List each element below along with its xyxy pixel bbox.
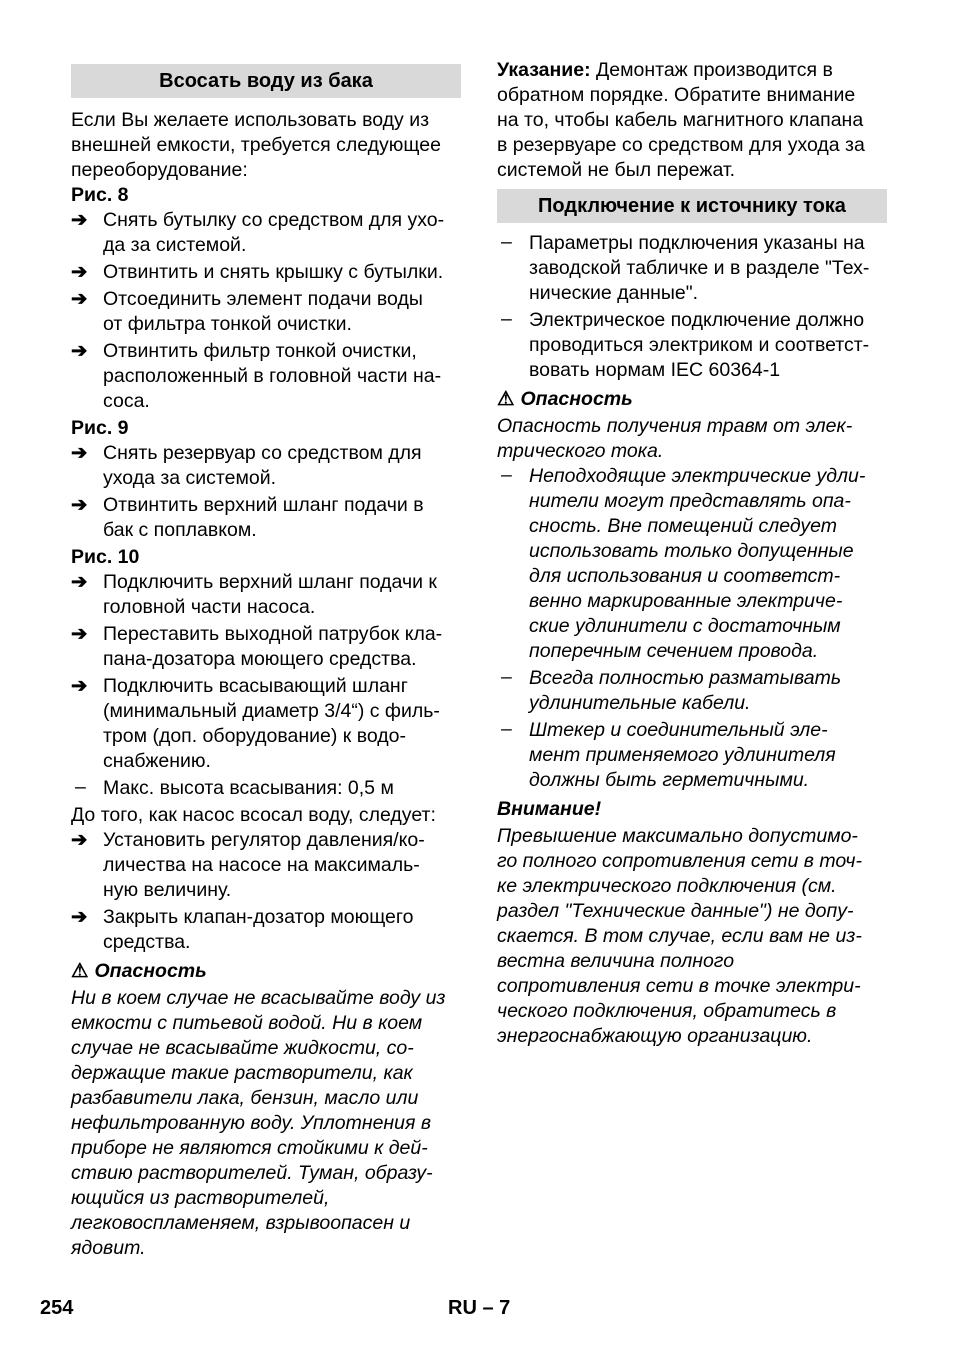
language-page-label: RU – 7 <box>448 1297 511 1319</box>
arrow-right-icon: ➔ <box>71 442 88 464</box>
list-item <box>71 493 461 543</box>
dash-list <box>497 231 887 383</box>
text-line: Закрыть клапан-дозатор моющего <box>103 906 414 928</box>
danger-heading <box>497 387 887 412</box>
text-line: трического тока. <box>497 440 664 462</box>
text-line: от фильтра тонкой очистки. <box>103 313 352 335</box>
dash-bullet: – <box>501 231 512 253</box>
list-item <box>71 570 461 620</box>
note-label: Указание: <box>497 59 591 81</box>
dash-bullet: – <box>501 464 512 486</box>
text-line: Всегда полностью разматывать <box>529 667 842 689</box>
text-line: энергоснабжающую организацию. <box>497 1025 813 1047</box>
text-line: Снять бутылку со средством для ухо- <box>103 209 445 231</box>
text-line: снабжению. <box>103 750 211 772</box>
text-line: соса. <box>103 390 150 412</box>
arrow-right-icon: ➔ <box>71 494 88 516</box>
caution-paragraph <box>497 824 887 1049</box>
text-line: сопротивления сети в точке электри- <box>497 975 861 997</box>
text-line: ядовит. <box>71 1237 146 1259</box>
text-line: Отсоединить элемент подачи воды <box>103 288 423 310</box>
intro-paragraph <box>71 108 461 183</box>
text-line: удлинительные кабели. <box>529 692 751 714</box>
text-line: Переставить выходной патрубок кла- <box>103 623 443 645</box>
text-line: случае не всасывайте жидкости, со- <box>71 1037 414 1059</box>
note-first-line: Демонтаж производится в <box>590 59 833 81</box>
text-line: держащие такие растворители, как <box>71 1062 413 1084</box>
danger-heading <box>71 959 461 984</box>
dash-bullet: – <box>501 666 512 688</box>
dash-bullet: – <box>501 308 512 330</box>
text-line: Подключить всасывающий шланг <box>103 675 408 697</box>
text-line: мент применяемого удлинителя <box>529 744 836 766</box>
step-list <box>71 828 461 955</box>
arrow-right-icon: ➔ <box>71 675 88 697</box>
text-line: ческого подключения, обратитесь в <box>497 1000 837 1022</box>
danger-title: Опасность <box>94 960 207 982</box>
text-line: проводиться электриком и соответст- <box>529 334 870 356</box>
figure-label: Рис. 9 <box>71 417 129 439</box>
text-line: Отвинтить верхний шланг подачи в <box>103 494 424 516</box>
step-list <box>71 441 461 543</box>
text-line: нефильтрованную воду. Уплотнения в <box>71 1112 432 1134</box>
text-line: ухода за системой. <box>103 467 277 489</box>
text-line: головной части насоса. <box>103 596 316 618</box>
text-line: на то, чтобы кабель магнитного клапана <box>497 109 864 131</box>
text-line: Если Вы желаете использовать воду из <box>71 109 430 131</box>
text-line: нители могут представлять опа- <box>529 490 851 512</box>
text-line: Ни в коем случае не всасывайте воду из <box>71 987 446 1009</box>
dash-item <box>71 776 461 801</box>
text-line: скается. В том случае, если вам не из- <box>497 925 862 947</box>
left-column <box>71 58 461 1261</box>
text-line: тром (доп. оборудование) к водо- <box>103 725 406 747</box>
list-item <box>71 828 461 903</box>
text-line: разбавители лака, бензин, масло или <box>71 1087 419 1109</box>
text-line: приборе не являются стойкими к дей- <box>71 1137 428 1159</box>
text-line: Подключить верхний шланг подачи к <box>103 571 437 593</box>
step-list <box>71 208 461 414</box>
danger-paragraph <box>71 986 461 1261</box>
text-line: Параметры подключения указаны на <box>529 232 865 254</box>
text-line: Отвинтить фильтр тонкой очистки, <box>103 340 417 362</box>
section-heading-suction: Всосать воду из бака <box>71 64 461 98</box>
text-line: системой не был пережат. <box>497 159 736 181</box>
list-item <box>71 674 461 774</box>
warning-triangle-icon: ⚠ <box>497 388 515 410</box>
text-line: (минимальный диаметр 3/4“) с филь- <box>103 700 440 722</box>
text-line: Снять резервуар со средством для <box>103 442 422 464</box>
text-line: нические данные". <box>529 282 699 304</box>
dash-bullet: – <box>75 776 86 798</box>
text-line: Превышение максимально допустимо- <box>497 825 858 847</box>
list-item <box>71 260 461 285</box>
text-line: пана-дозатора моющего средства. <box>103 648 417 670</box>
text-line: ке электрического подключения (см. <box>497 875 837 897</box>
text-line: ские удлинители с достаточным <box>529 615 841 637</box>
arrow-right-icon: ➔ <box>71 906 88 928</box>
text-line: средства. <box>103 931 191 953</box>
list-item <box>71 622 461 672</box>
before-text: До того, как насос всосал воду, следует: <box>71 804 436 826</box>
text-line: заводской табличке и в разделе "Тех- <box>529 257 870 279</box>
section-heading-power: Подключение к источнику тока <box>497 189 887 223</box>
arrow-right-icon: ➔ <box>71 571 88 593</box>
text-line: ствию растворителей. Туман, образу- <box>71 1162 433 1184</box>
text-line: раздел "Технические данные") не допу- <box>497 900 854 922</box>
text-line: бак с поплавком. <box>103 519 257 541</box>
text-line: Неподходящие электрические удли- <box>529 465 866 487</box>
page-number: 254 <box>40 1297 74 1319</box>
step-list <box>71 570 461 801</box>
note-paragraph <box>497 58 887 183</box>
text-line: сность. Вне помещений следует <box>529 515 838 537</box>
arrow-right-icon: ➔ <box>71 829 88 851</box>
text-line: в резервуаре со средством для ухода за <box>497 134 865 156</box>
list-item <box>71 441 461 491</box>
text-line <box>497 58 887 83</box>
figure-label: Рис. 8 <box>71 184 129 206</box>
text-line: да за системой. <box>103 234 247 256</box>
text-line: должны быть герметичными. <box>529 769 810 791</box>
arrow-right-icon: ➔ <box>71 261 88 283</box>
arrow-right-icon: ➔ <box>71 209 88 231</box>
text-line: легковоспламеняем, взрывоопасен и <box>71 1212 411 1234</box>
text-line: венно маркированные электриче- <box>529 590 843 612</box>
list-item <box>71 339 461 414</box>
text-line: расположенный в головной части на- <box>103 365 442 387</box>
arrow-right-icon: ➔ <box>71 340 88 362</box>
text-line: поперечным сечением провода. <box>529 640 819 662</box>
warning-triangle-icon: ⚠ <box>71 960 89 982</box>
dash-bullet: – <box>501 718 512 740</box>
list-item <box>71 287 461 337</box>
text-line: Штекер и соединительный эле- <box>529 719 828 741</box>
dash-item <box>497 464 887 664</box>
dash-item <box>497 308 887 383</box>
text-line: емкости с питьевой водой. Ни в коем <box>71 1012 423 1034</box>
caution-heading: Внимание! <box>497 798 602 820</box>
text-line: вовать нормам IEC 60364-1 <box>529 359 781 381</box>
list-item <box>71 208 461 258</box>
arrow-right-icon: ➔ <box>71 623 88 645</box>
text-line: Отвинтить и снять крышку с бутылки. <box>103 261 444 283</box>
text-line: Электрическое подключение должно <box>529 309 865 331</box>
text-line: го полного сопротивления сети в точ- <box>497 850 862 872</box>
danger-title: Опасность <box>520 388 633 410</box>
text-line: использовать только допущенные <box>529 540 854 562</box>
text-line: Опасность получения травм от элек- <box>497 415 853 437</box>
text-line: ную величину. <box>103 879 232 901</box>
text-line: Макс. высота всасывания: 0,5 м <box>103 777 394 799</box>
text-line: переоборудование: <box>71 159 248 181</box>
text-line: обратном порядке. Обратите внимание <box>497 84 856 106</box>
list-item <box>71 905 461 955</box>
text-line: личества на насосе на максималь- <box>103 854 420 876</box>
text-line: ющийся из растворителей, <box>71 1187 330 1209</box>
text-line: внешней емкости, требуется следующее <box>71 134 441 156</box>
figure-label: Рис. 10 <box>71 546 140 568</box>
text-line: для использования и соответст- <box>529 565 841 587</box>
dash-item <box>497 666 887 716</box>
arrow-right-icon: ➔ <box>71 288 88 310</box>
dash-item <box>497 231 887 306</box>
danger-paragraph <box>497 414 887 793</box>
text-line: Установить регулятор давления/ко- <box>103 829 425 851</box>
right-column <box>497 58 887 1049</box>
dash-item <box>497 718 887 793</box>
text-line: вестна величина полного <box>497 950 735 972</box>
